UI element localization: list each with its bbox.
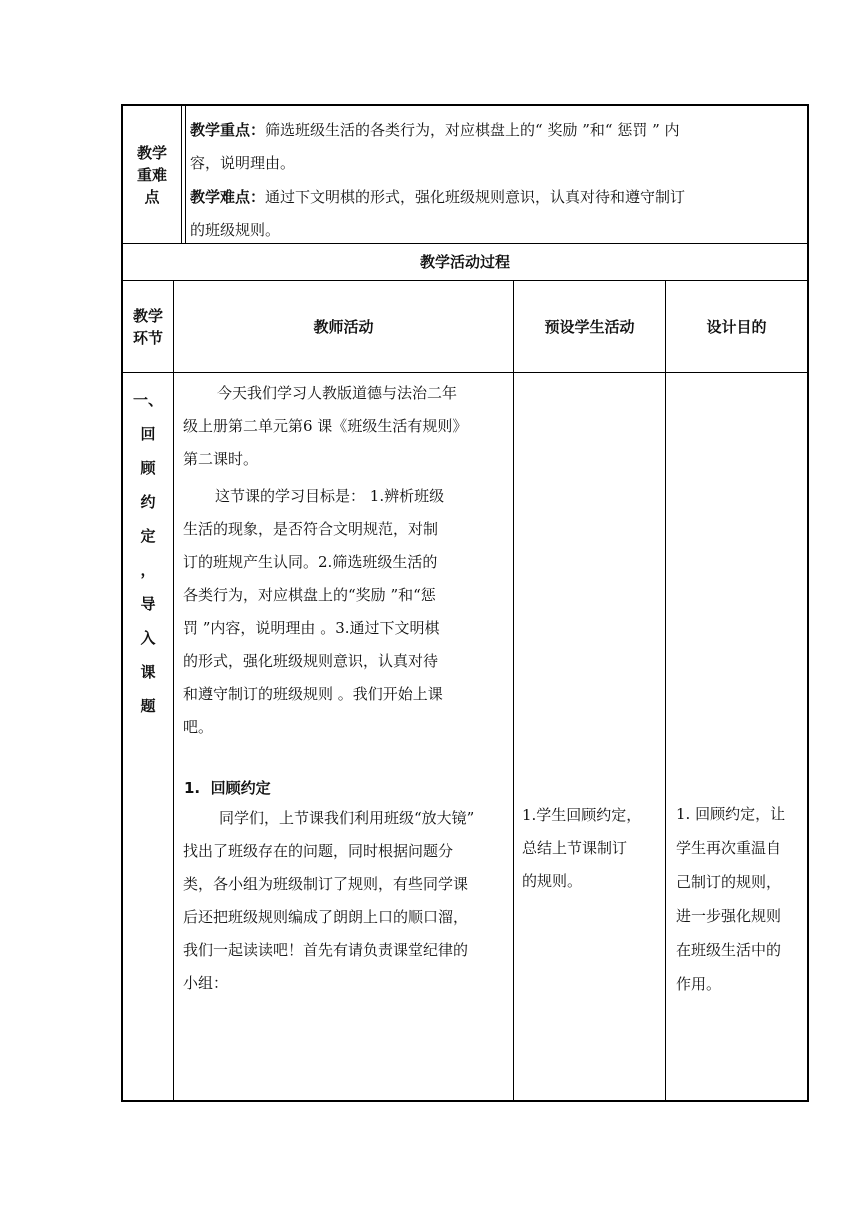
teacher-line: 各类行为，对应棋盘上的“奖励 ”和“惩	[183, 586, 436, 604]
stage-name	[124, 383, 172, 723]
teacher-line: 同学们，上节课我们利用班级“放大镜”	[219, 809, 475, 827]
stage-char: ，	[140, 561, 156, 579]
teacher-line: 和遵守制订的班级规则 。我们开始上课	[183, 685, 443, 703]
stage-char: 一、	[132, 391, 163, 409]
teaching-focus	[190, 114, 805, 180]
teaching-focus-text: 筛选班级生活的各类行为，对应棋盘上的“ 奖励 ”和“ 惩罚 ” 内	[265, 121, 680, 139]
teaching-difficulty	[190, 181, 805, 247]
focus-label-line: 教学	[136, 143, 167, 162]
stage-char: 定	[140, 527, 156, 545]
teacher-line: 吧。	[183, 718, 214, 736]
teaching-focus-label: 教学重点：	[190, 121, 266, 139]
teacher-objectives-paragraph	[183, 480, 511, 744]
teacher-line: 第二课时。	[183, 450, 259, 468]
header-student-activity: 预设学生活动	[544, 317, 635, 336]
focus-label-line: 重难	[136, 165, 167, 184]
header-design-purpose: 设计目的	[706, 317, 767, 336]
header-stage-line: 教学	[132, 306, 163, 325]
focus-inner-divider	[185, 104, 186, 243]
stage-char: 课	[140, 663, 156, 681]
focus-label-line: 点	[144, 187, 160, 206]
teacher-review-paragraph	[183, 802, 511, 1000]
col-divider-teacher	[513, 280, 514, 1101]
stage-char: 导	[140, 595, 156, 613]
teaching-difficulty-label: 教学难点：	[190, 188, 266, 206]
teacher-line: 罚 ”内容，说明理由 。3.通过下文明棋	[183, 619, 440, 637]
table-border-bottom	[121, 1100, 809, 1102]
teacher-line: 的形式，强化班级规则意识，认真对待	[183, 652, 439, 670]
design-purpose-text	[676, 797, 806, 1001]
stage-char: 入	[140, 629, 156, 647]
header-stage-line: 环节	[132, 328, 163, 347]
teacher-line: 小组：	[183, 974, 229, 992]
teacher-line: 这节课的学习目标是： 1.辨析班级	[215, 487, 445, 505]
teacher-line: 今天我们学习人教版道德与法治二年	[217, 384, 458, 402]
col-divider-student	[665, 280, 666, 1101]
teacher-line: 订的班规产生认同。2.筛选班级生活的	[183, 553, 438, 571]
purpose-line: 作用。	[676, 975, 722, 993]
table-border-top	[121, 104, 809, 106]
teacher-line: 级上册第二单元第6 课《班级生活有规则》	[183, 417, 468, 435]
col-divider-stage	[173, 280, 174, 1101]
teaching-difficulty-text: 通过下文明棋的形式，强化班级规则意识，认真对待和遵守制订	[265, 188, 686, 206]
purpose-line: 1. 回顾约定，让	[676, 805, 786, 823]
header-stage	[123, 281, 173, 372]
teaching-difficulty-text-cont: 的班级规则。	[190, 221, 281, 239]
teacher-line: 我们一起读读吧！首先有请负责课堂纪律的	[183, 941, 469, 959]
focus-label-cell	[123, 106, 181, 243]
student-line: 的规则。	[522, 872, 583, 890]
stage-char: 回	[140, 425, 156, 443]
stage-char: 题	[140, 697, 156, 715]
process-title: 教学活动过程	[419, 253, 510, 271]
stage-char: 约	[140, 493, 156, 511]
header-teacher-activity: 教师活动	[313, 317, 374, 336]
student-line: 1.学生回顾约定，	[522, 806, 642, 824]
teaching-focus-text-cont: 容，说明理由。	[190, 154, 296, 172]
purpose-line: 在班级生活中的	[676, 941, 782, 959]
teacher-line: 后还把班级规则编成了朗朗上口的顺口溜，	[183, 908, 469, 926]
purpose-line: 进一步强化规则	[676, 907, 782, 925]
table-border-right	[807, 104, 809, 1102]
teacher-line: 生活的现象，是否符合文明规范，对制	[183, 520, 439, 538]
row-divider-header	[121, 372, 809, 373]
focus-label-divider	[181, 104, 182, 243]
purpose-line: 学生再次重温自	[676, 839, 782, 857]
teacher-intro-paragraph	[183, 377, 511, 476]
purpose-line: 己制订的规则，	[676, 873, 782, 891]
stage-char: 顾	[140, 459, 156, 477]
student-activity-text	[522, 799, 664, 898]
student-line: 总结上节课制订	[522, 839, 628, 857]
teacher-line: 找出了班级存在的问题，同时根据问题分	[183, 842, 454, 860]
section-subheading: 1. 回顾约定	[184, 779, 271, 797]
teacher-line: 类，各小组为班级制订了规则，有些同学课	[183, 875, 469, 893]
